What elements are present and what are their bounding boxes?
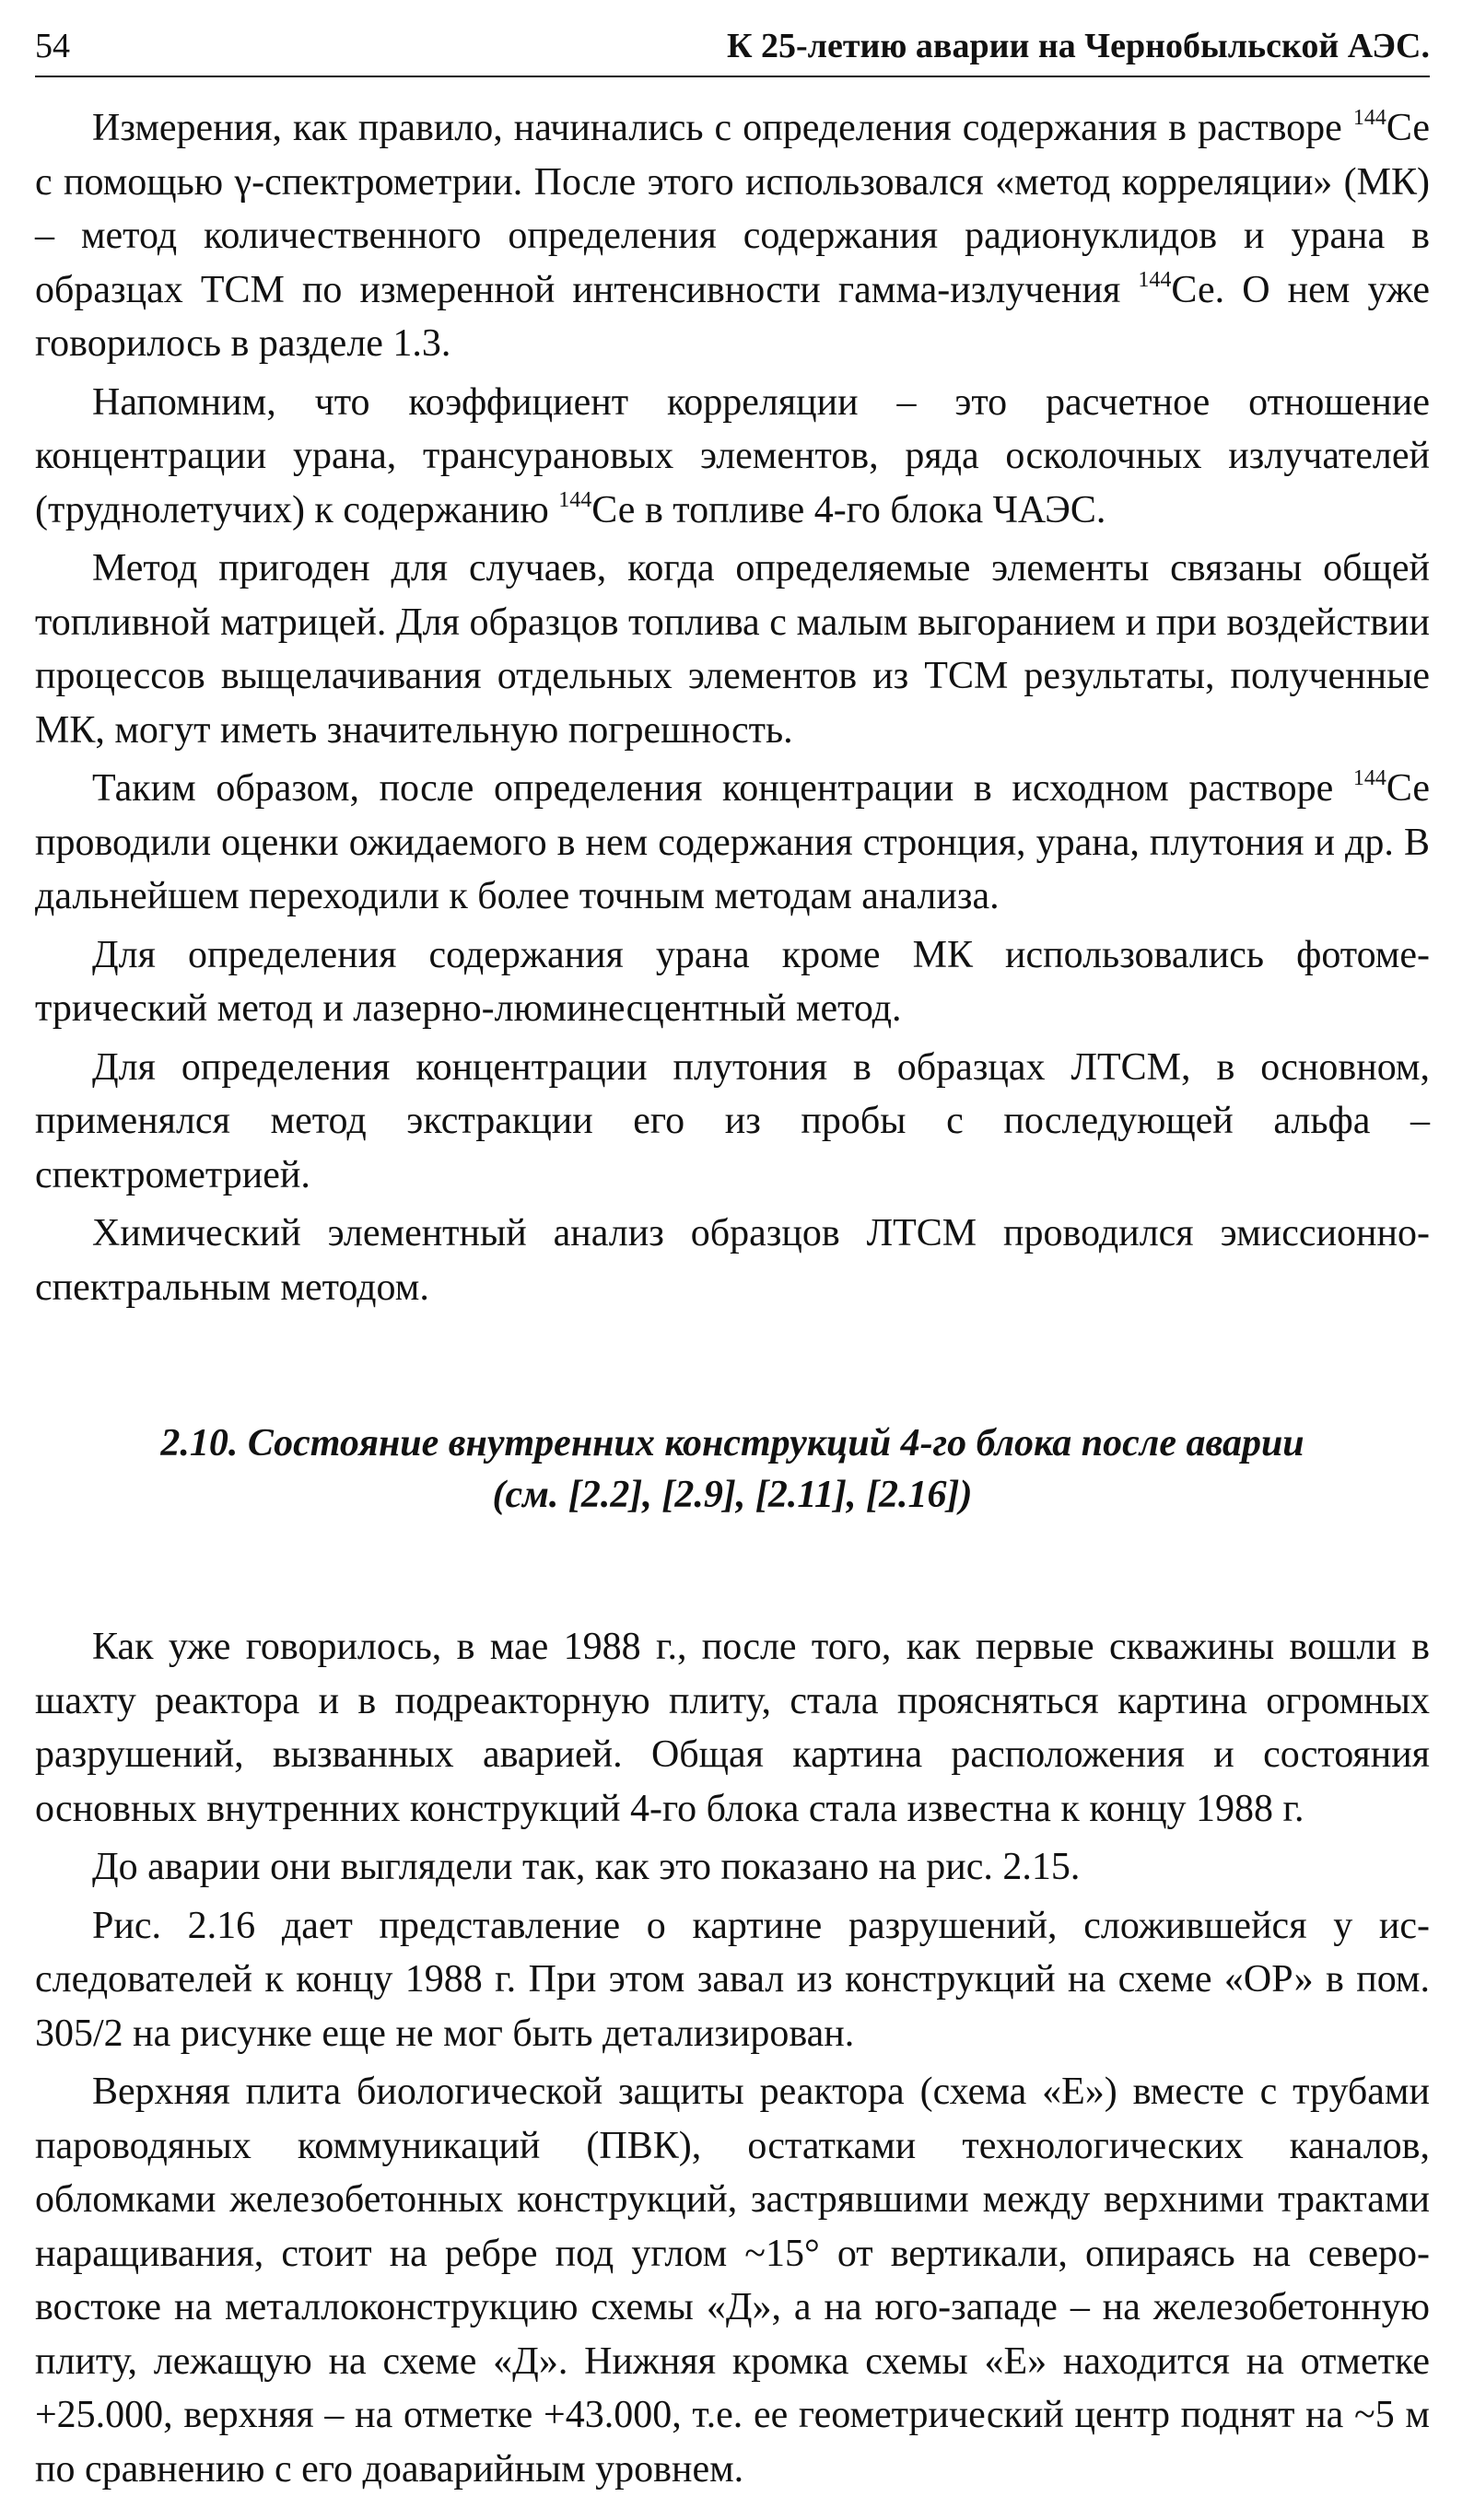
section-heading-line-2: (см. [2.2], [2.9], [2.11], [2.16]): [492, 1474, 973, 1516]
isotope-mass-number: 144: [1138, 267, 1172, 292]
paragraph: Верхняя плита биологической защиты реактора (схема «Е») вместе с трубами пароводяных коммуникаций (ПВК), остатками технологических каналов, обломками железобетонных конструкций, застрявшими между верхними трактами наращивания, стоит на ребре под углом ~15° от вертикали, опираясь на северо-востоке на металлоконструкцию схемы «Д», а на юго-западе – на железобетонную плиту, лежащую на схеме «Д». Нижняя кромка схемы «Е» находится на отметке +25.000, верхняя – на отметке +43.000, т.е. ее геометрический центр поднят на ~5 м по сравнению с его доаварийным уровнем.: [35, 2071, 1430, 2491]
section-1-paragraphs: [35, 101, 1430, 1314]
paragraph-text: Для определения концентрации плутония в образцах ЛТСМ, в основном, применялся метод экстракции его из пробы с последующей альфа – спектрометрией.: [35, 1045, 1430, 1196]
paragraph-text: Метод пригоден для случаев, когда определяемые элементы связаны общей топливной матрицей. Для образцов топлива с малым выгоранием и при воздействии процессов выщелачивания отдельных элементов из ТСМ результаты, полученные МК, могут иметь значительную погрешность.: [35, 547, 1430, 752]
section-heading: [35, 1418, 1430, 1521]
paragraph: Рис. 2.16 дает представление о картине разрушений, сложившейся у исследователей к концу 1988 г. При этом завал из конструкций на схеме «ОР» в пом. 305/2 на рисунке еще не мог быть детализирован.: [35, 1904, 1430, 2055]
section-heading-line-1: 2.10. Состояние внутренних конструкций 4-го блока после аварии: [160, 1422, 1304, 1464]
running-header: [35, 26, 1430, 77]
paragraph-text: Таким образом, после определения концентрации в исходном растворе: [92, 767, 1353, 810]
paragraph: До аварии они выглядели так, как это показано на рис. 2.15.: [92, 1846, 1081, 1888]
paragraph: [35, 1207, 1430, 1314]
document-page: [35, 26, 1430, 2501]
body-text: [35, 101, 1430, 2496]
paragraph: [35, 101, 1430, 371]
paragraph-text: Измерения, как правило, начинались с определения содержания в растворе: [92, 107, 1353, 149]
isotope-mass-number: 144: [558, 487, 592, 512]
isotope-mass-number: 144: [1352, 106, 1386, 130]
paragraph: [35, 762, 1430, 924]
paragraph: [35, 1041, 1430, 1203]
paragraph-text: Для определения содержания урана кроме МК использовались фотометрический метод и лазерно-люминесцентный метод.: [35, 933, 1430, 1030]
page-number: 54: [35, 27, 70, 65]
section-2-paragraphs: [35, 1620, 1430, 2496]
paragraph: Как уже говорилось, в мае 1988 г., после того, как первые скважины вошли в шахту реактора и в подреакторную плиту, стала проясняться картина огромных разрушений, вызванных аварией. Общая картина расположения и состояния основных внутренних конструкций 4-го блока стала известна к концу 1988 г.: [35, 1626, 1430, 1830]
paragraph-text: Напомним, что коэффициент корреляции – это расчетное отношение концентрации урана, трансурановых элементов, ряда осколочных излучателей (труднолетучих) к содержанию: [35, 380, 1430, 531]
paragraph-text: Се с помощью γ-спектрометрии. После этого использовался «метод корреляции» (МК) – метод количественного определения содержания радионуклидов и урана в образцах ТСМ по измеренной интенсивности гамма-излучения: [35, 107, 1430, 311]
paragraph-text: Се в топливе 4-го блока ЧАЭС.: [591, 488, 1106, 531]
paragraph: [35, 376, 1430, 538]
paragraph-text: Химический элементный анализ образцов ЛТСМ проводился эмиссионно-спектральным методом.: [35, 1212, 1430, 1309]
paragraph: [35, 542, 1430, 757]
paragraph: [35, 928, 1430, 1036]
paragraph-text: Се проводили оценки ожидаемого в нем содержания стронция, урана, плутония и др. В дальнейшем переходили к более точным методам анализа.: [35, 767, 1430, 917]
paragraph-text: Се. О нем уже говорилось в разделе 1.3.: [35, 268, 1430, 365]
running-title: К 25-летию аварии на Чернобыльской АЭС.: [726, 27, 1430, 65]
isotope-mass-number: 144: [1352, 766, 1386, 790]
